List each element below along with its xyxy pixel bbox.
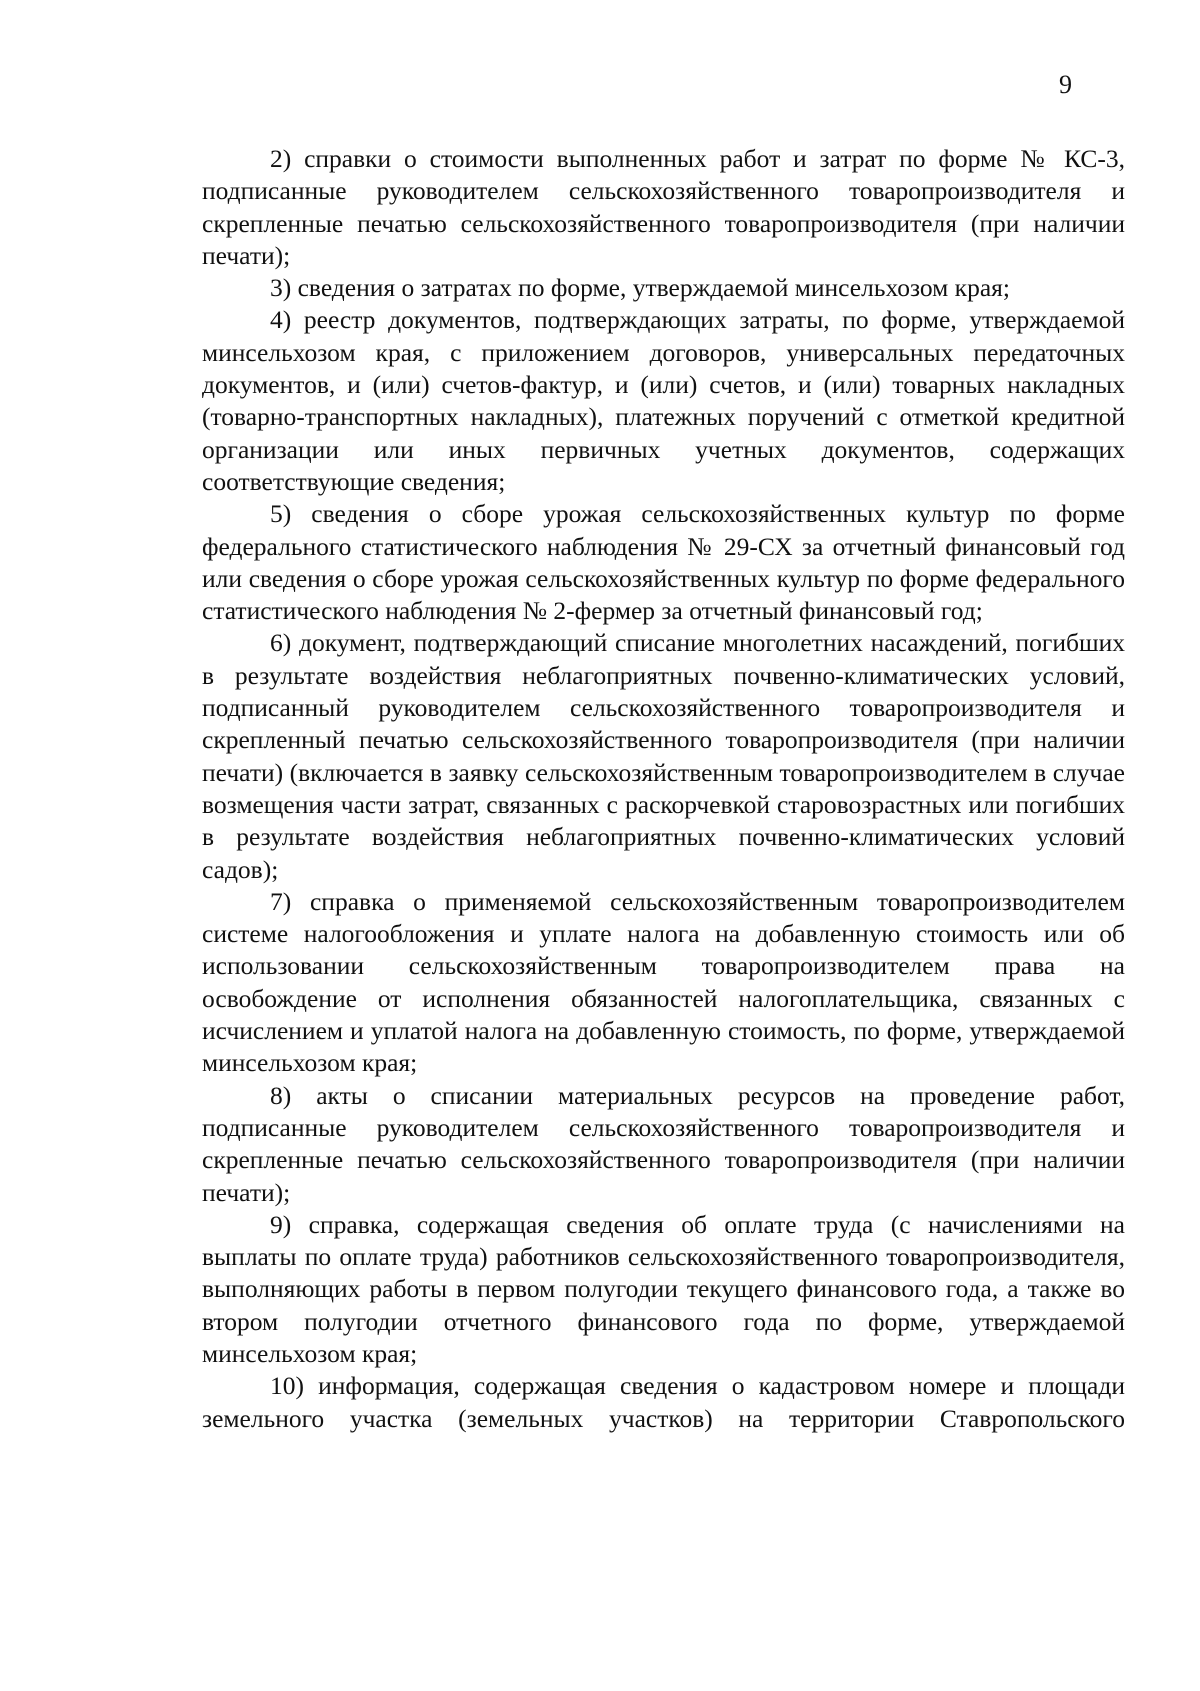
paragraph-item-9: 9) справка, содержащая сведения об оплате труда (с начислениями на выплаты по оплате труда) работников сельскохозяйственного товаропроизводителя, выполняющих работы в первом полугодии текущего финансового года, а также во втором полугодии отчетного финансового года по форме, утверждаемой минсельхозом края; xyxy=(202,1209,1125,1368)
paragraph-item-6: 6) документ, подтверждающий списание многолетних насаждений, погибших в результате воздействия неблагоприятных почвенно-климатических условий, подписанный руководителем сельскохозяйственного товаропроизводителя и скрепленный печатью сельскохозяйственного товаропроизводителя (при наличии печати) (включается в заявку сельскохозяйственным товаропроизводителем в случае возмещения части затрат, связанных с раскорчевкой старовозрастных или погибших в результате воздействия неблагоприятных почвенно-климатических условий садов); xyxy=(202,628,1125,884)
paragraph-item-4: 4) реестр документов, подтверждающих затраты, по форме, утверждаемой минсельхозом края, с приложением договоров, универсальных передаточных документов, и (или) счетов-фактур, и (или) счетов, и (или) товарных накладных (товарно-транспортных накладных), платежных поручений с отметкой кредитной организации или иных первичных учетных документов, содержащих соответствующие сведения; xyxy=(202,305,1125,496)
paragraph-item-7: 7) справка о применяемой сельскохозяйственным товаропроизводителем системе налогообложения и уплате налога на добавленную стоимость или об использовании сельскохозяйственным товаропроизводителем права на освобождение от исполнения обязанностей налогоплательщика, связанных с исчислением и уплатой налога на добавленную стоимость, по форме, утверждаемой минсельхозом края; xyxy=(202,886,1125,1078)
paragraph-item-8: 8) акты о списании материальных ресурсов на проведение работ, подписанные руководителем сельскохозяйственного товаропроизводителя и скрепленные печатью сельскохозяйственного товаропроизводителя (при наличии печати); xyxy=(202,1080,1125,1207)
page-number: 9 xyxy=(1059,70,1072,99)
paragraph-item-3: 3) сведения о затратах по форме, утверждаемой минсельхозом края; xyxy=(270,273,1010,303)
paragraph-item-5: 5) сведения о сборе урожая сельскохозяйственных культур по форме федерального статистического наблюдения № 29-СХ за отчетный финансовый год или сведения о сборе урожая сельскохозяйственных культур по форме федерального статистического наблюдения № 2-фермер за отчетный финансовый год; xyxy=(202,499,1125,626)
document-body xyxy=(202,143,1125,1435)
paragraph-item-2: 2) справки о стоимости выполненных работ и затрат по форме № КС-3, подписанные руководителем сельскохозяйственного товаропроизводителя и скрепленные печатью сельскохозяйственного товаропроизводителя (при наличии печати); xyxy=(202,144,1125,270)
paragraph-item-10: 10) информация, содержащая сведения о кадастровом номере и площади земельного участка (земельных участков) на территории Ставропольского xyxy=(202,1371,1125,1433)
